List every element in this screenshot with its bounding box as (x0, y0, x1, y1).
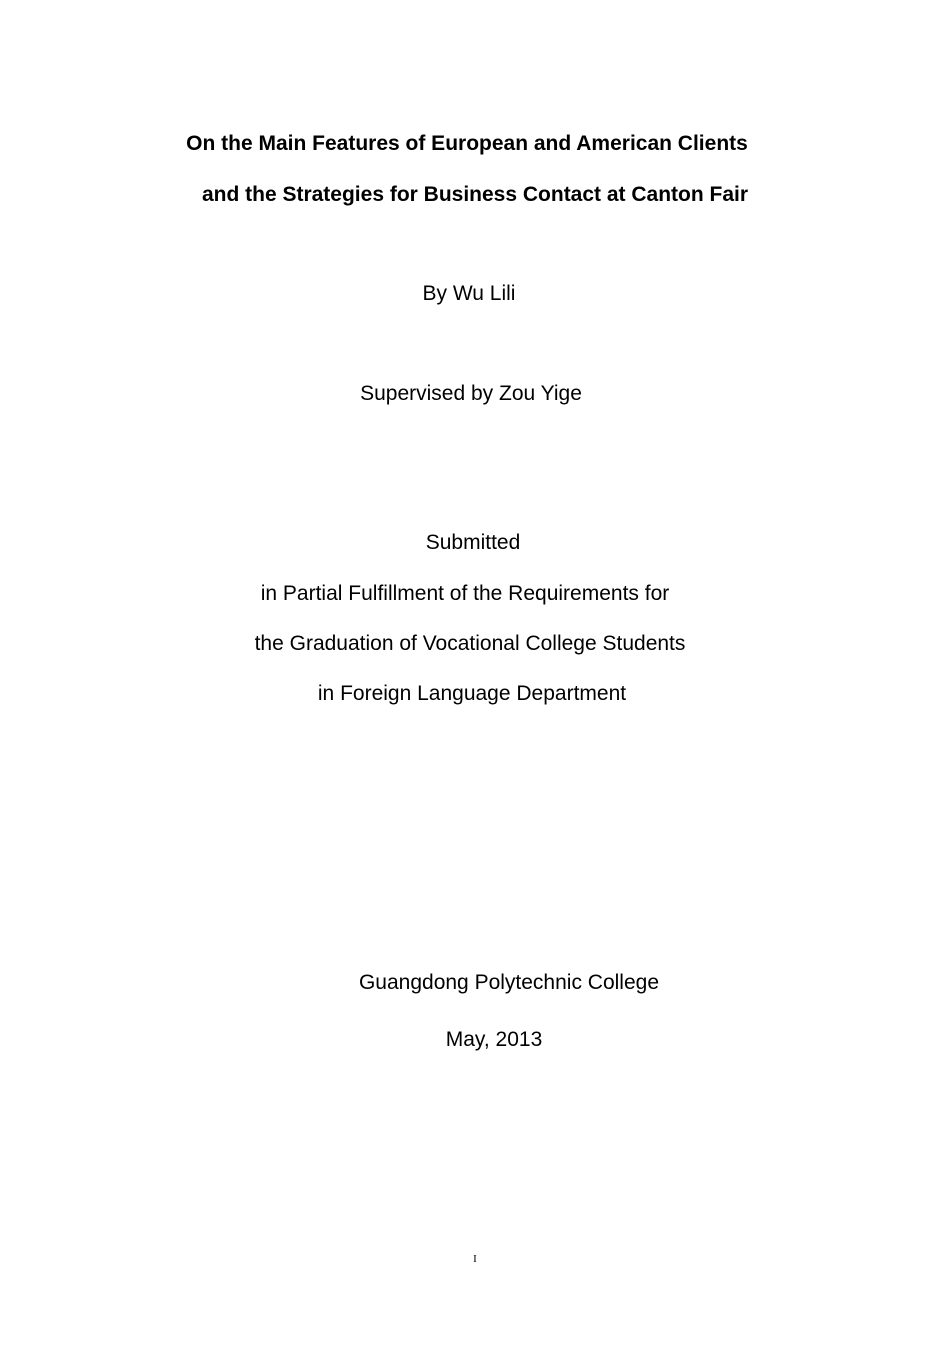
supervisor: Supervised by Zou Yige (360, 382, 582, 405)
page-number: I (473, 1253, 477, 1265)
submission-date: May, 2013 (445, 1028, 543, 1051)
title-line-1: On the Main Features of European and American Clients (186, 132, 748, 155)
institution: Guangdong Polytechnic College (358, 971, 660, 994)
submission-line-1: Submitted (425, 531, 521, 554)
title-line-2: and the Strategies for Business Contact at Canton Fair (201, 183, 749, 206)
author: By Wu Lili (422, 282, 516, 305)
submission-line-3: the Graduation of Vocational College Students (254, 632, 686, 655)
submission-line-4: in Foreign Language Department (317, 682, 627, 705)
submission-line-2: in Partial Fulfillment of the Requirements for (260, 582, 670, 605)
